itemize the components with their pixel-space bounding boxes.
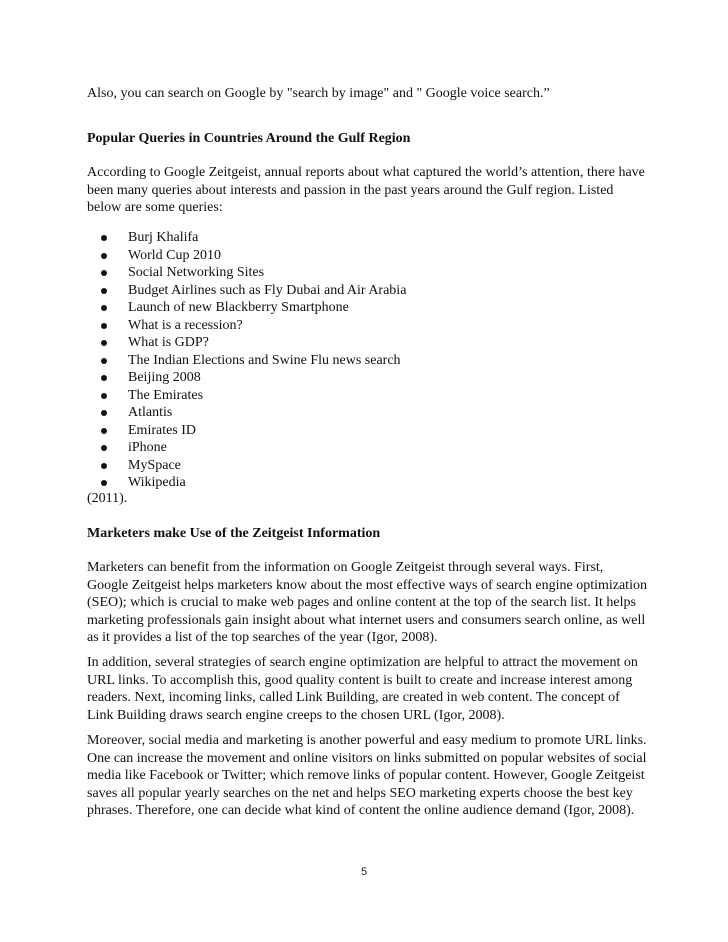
list-item: World Cup 2010 [87, 247, 647, 265]
bullet-icon [101, 323, 107, 329]
list-item: Beijing 2008 [87, 369, 647, 387]
section1-paragraph: According to Google Zeitgeist, annual reports about what captured the world’s attention, there have been many queries about interests and passion in the past years around the Gulf region. Listed below are some queries: [87, 165, 645, 215]
list-item: Launch of new Blackberry Smartphone [87, 299, 647, 317]
page-number: 5 [360, 866, 368, 878]
bullet-icon [101, 428, 107, 434]
list-item: Social Networking Sites [87, 264, 647, 282]
section2-paragraph-1: Marketers can benefit from the information on Google Zeitgeist through several ways. First, Google Zeitgeist helps marketers know about the most effective ways of search engine optimization (SEO); which is crucial to make web pages and online content at the top of the search list. It helps marketing professionals gain insight about what internet users and consumers search online, as well as it provides a list of the top searches of the year (Igor, 2008). [87, 560, 647, 645]
bullet-icon [101, 270, 107, 276]
citation: (2011). [87, 491, 128, 506]
section2-paragraph-3: Moreover, social media and marketing is another powerful and easy medium to promote URL links. One can increase the movement and online visitors on links submitted on popular websites of social media like Facebook or Twitter; which remove links of popular content. However, Google Zeitgeist saves all popular yearly searches on the net and helps SEO marketing experts choose the best key phrases. Therefore, one can decide what kind of content the online audience demand (Igor, 2008). [87, 733, 647, 818]
list-item: The Emirates [87, 387, 647, 405]
bullet-icon [101, 235, 107, 241]
list-item: Burj Khalifa [87, 229, 647, 247]
bullet-icon [101, 463, 107, 469]
bullet-icon [101, 358, 107, 364]
bullet-icon [101, 375, 107, 381]
section-heading-popular-queries: Popular Queries in Countries Around the Gulf Region [87, 131, 411, 146]
list-item: Emirates ID [87, 422, 647, 440]
bullet-icon [101, 253, 107, 259]
bullet-icon [101, 340, 107, 346]
bullet-icon [101, 445, 107, 451]
list-item: Budget Airlines such as Fly Dubai and Air Arabia [87, 282, 647, 300]
list-item: What is GDP? [87, 334, 647, 352]
list-item: Atlantis [87, 404, 647, 422]
list-item: What is a recession? [87, 317, 647, 335]
bullet-icon [101, 393, 107, 399]
list-item: The Indian Elections and Swine Flu news search [87, 352, 647, 370]
section-heading-marketers: Marketers make Use of the Zeitgeist Information [87, 526, 381, 541]
bullet-icon [101, 288, 107, 294]
list-item: iPhone [87, 439, 647, 457]
bullet-icon [101, 410, 107, 416]
bullet-icon [101, 480, 107, 486]
section2-paragraph-2: In addition, several strategies of search engine optimization are helpful to attract the movement on URL links. To accomplish this, good quality content is built to create and increase interest among readers. Next, incoming links, called Link Building, are created in web content. The concept of Link Building draws search engine creeps to the chosen URL (Igor, 2008). [87, 655, 638, 723]
list-item: MySpace [87, 457, 647, 475]
intro-paragraph: Also, you can search on Google by "search by image" and " Google voice search.” [87, 86, 550, 101]
list-item: Wikipedia [87, 474, 647, 492]
queries-list [87, 229, 647, 492]
bullet-icon [101, 305, 107, 311]
